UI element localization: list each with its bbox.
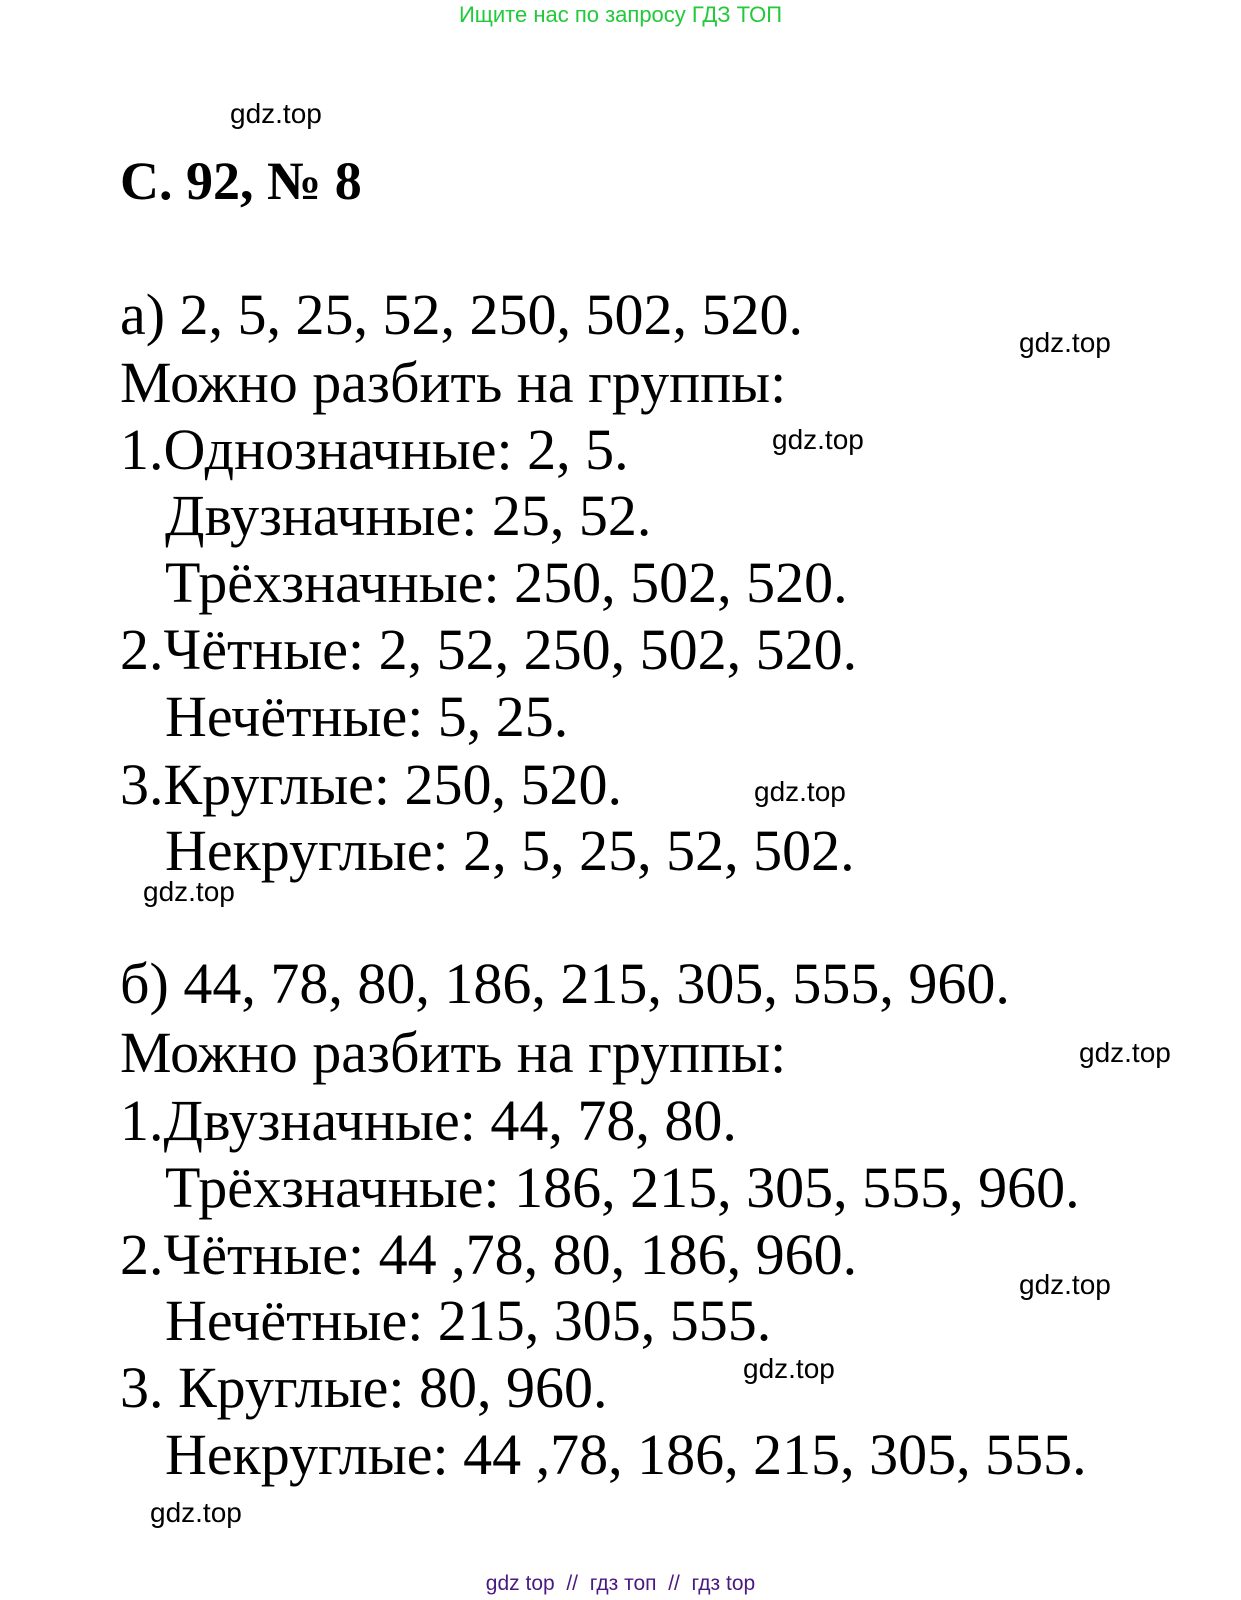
task-line: Трёхзначные: 250, 502, 520. [165,550,848,615]
task-line: Некруглые: 44 ,78, 186, 215, 305, 555. [165,1422,1087,1487]
watermark: gdz.top [1019,1269,1111,1300]
task-line: 2.Чётные: 44 ,78, 80, 186, 960. [120,1222,858,1287]
watermark: gdz.top [1019,327,1111,358]
watermark: gdz.top [754,776,846,807]
task-line: Нечётные: 5, 25. [165,684,569,749]
task-line: а) 2, 5, 25, 52, 250, 502, 520. [120,282,804,347]
search-banner: Ищите нас по запросу ГДЗ ТОП [458,2,783,27]
task-line: б) 44, 78, 80, 186, 215, 305, 555, 960. [120,951,1010,1016]
task-line: Можно разбить на группы: [120,1020,787,1085]
task-line: 1.Двузначные: 44, 78, 80. [120,1088,737,1153]
watermark: gdz.top [1079,1037,1171,1068]
watermark: gdz.top [743,1353,835,1384]
task-line: 2.Чётные: 2, 52, 250, 502, 520. [120,617,858,682]
task-line: Можно разбить на группы: [120,350,787,415]
footer-watermark: gdz top // гдз топ // гдз top [485,1572,756,1595]
task-line: 1.Однозначные: 2, 5. [120,417,629,482]
page-title: С. 92, № 8 [120,151,362,211]
task-line: Двузначные: 25, 52. [165,483,652,548]
task-line: Нечётные: 215, 305, 555. [165,1288,772,1353]
watermark: gdz.top [772,424,864,455]
watermark: gdz.top [150,1497,242,1528]
watermark: gdz.top [143,876,235,907]
watermark: gdz.top [230,98,322,129]
task-line: 3. Круглые: 80, 960. [120,1355,608,1420]
task-line: Трёхзначные: 186, 215, 305, 555, 960. [165,1155,1080,1220]
task-line: Некруглые: 2, 5, 25, 52, 502. [165,818,855,883]
task-line: 3.Круглые: 250, 520. [120,752,623,817]
